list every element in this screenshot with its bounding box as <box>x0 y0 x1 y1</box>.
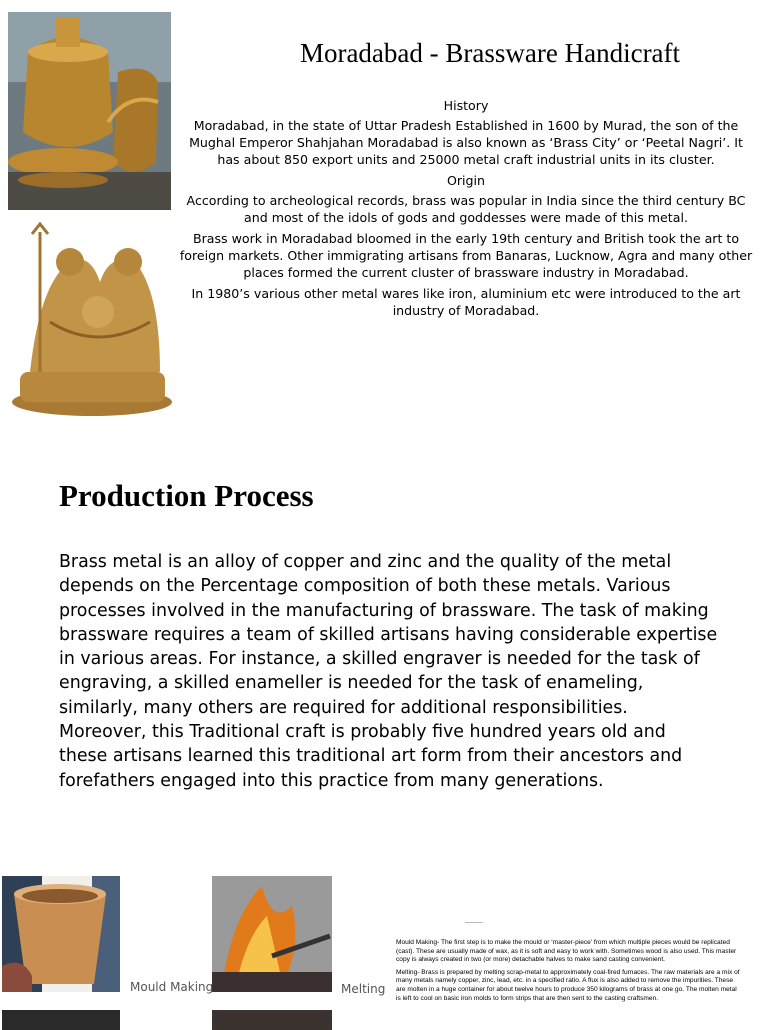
melting-label: Melting <box>341 982 386 996</box>
slide-title: Moradabad - Brassware Handicraft <box>299 38 681 68</box>
origin-heading: Origin <box>446 173 486 188</box>
history-paragraph: Moradabad, in the state of Uttar Pradesh Established in 1600 by Murad, the son of the Mughal Emperor Shahjahan Moradabad is also known as ‘Brass City’ or ‘Peetal Nagri’. It has about 850 export units and 25000 metal craft industrial units in its cluster. <box>189 118 743 167</box>
mould-making-label: Mould Making <box>130 980 214 994</box>
next-step-photo-2 <box>212 1010 332 1030</box>
mould-making-photo <box>2 876 120 992</box>
brass-vessels-photo <box>8 12 171 210</box>
history-section <box>176 97 756 323</box>
next-step-photo-1 <box>2 1010 120 1030</box>
process-steps-text <box>396 939 742 1007</box>
divider <box>465 922 483 923</box>
mould-making-description: Mould Making- The first step is to make the mould or ‘master-piece’ from which multiple pieces would be replicated (cast). These are usually made of wax, as it is soft and easy to work with. Sometimes wood is also used. This master copy is always created in two (or more) detachable halves to make sand casting convenient. <box>396 939 737 964</box>
slide-history <box>0 0 768 440</box>
melting-description: Melting- Brass is prepared by melting scrap-metal to approximately coal-fired furnaces. The raw materials are a mix of many metals namely copper, zinc, lead, etc. in a specified ratio. A flux is also added to remove the impurities. These are molten in a huge container for about twelve hours to produce 350 kilograms of brass at one go. The molten metal is left to cool on basic iron molds to form strips that are then sent to the casting craftsmen. <box>396 968 740 1002</box>
slide-process-steps <box>0 870 768 1024</box>
origin-paragraph-2: Brass work in Moradabad bloomed in the early 19th century and British took the art to foreign markets. Other immigrating artisans from Banaras, Lucknow, Agra and many other places formed the current cluster of brassware industry in Moradabad. <box>179 231 753 280</box>
brass-idol-photo <box>10 222 175 418</box>
production-process-body: Brass metal is an alloy of copper and zinc and the quality of the metal depends on the Percentage composition of both these metals. Various processes involved in the manufacturing of brassware. The task of making brassware requires a team of skilled artisans having considerable expertise in various areas. For instance, a skilled engraver is needed for the task of engraving, a skilled enameller is needed for the task of enameling, similarly, many others are required for additional responsibilities. Moreover, this Traditional craft is probably five hundred years old and these artisans learned this traditional art form from their ancestors and forefathers engaged into this practice from many generations. <box>59 552 718 791</box>
origin-paragraph-3: In 1980’s various other metal wares like iron, aluminium etc were introduced to the art industry of Moradabad. <box>191 286 741 318</box>
history-heading: History <box>443 98 489 113</box>
melting-photo <box>212 876 332 992</box>
production-process-title: Production Process <box>59 478 314 513</box>
origin-paragraph-1: According to archeological records, brass was popular in India since the third century BC and most of the idols of gods and goddesses were made of this metal. <box>186 193 746 225</box>
